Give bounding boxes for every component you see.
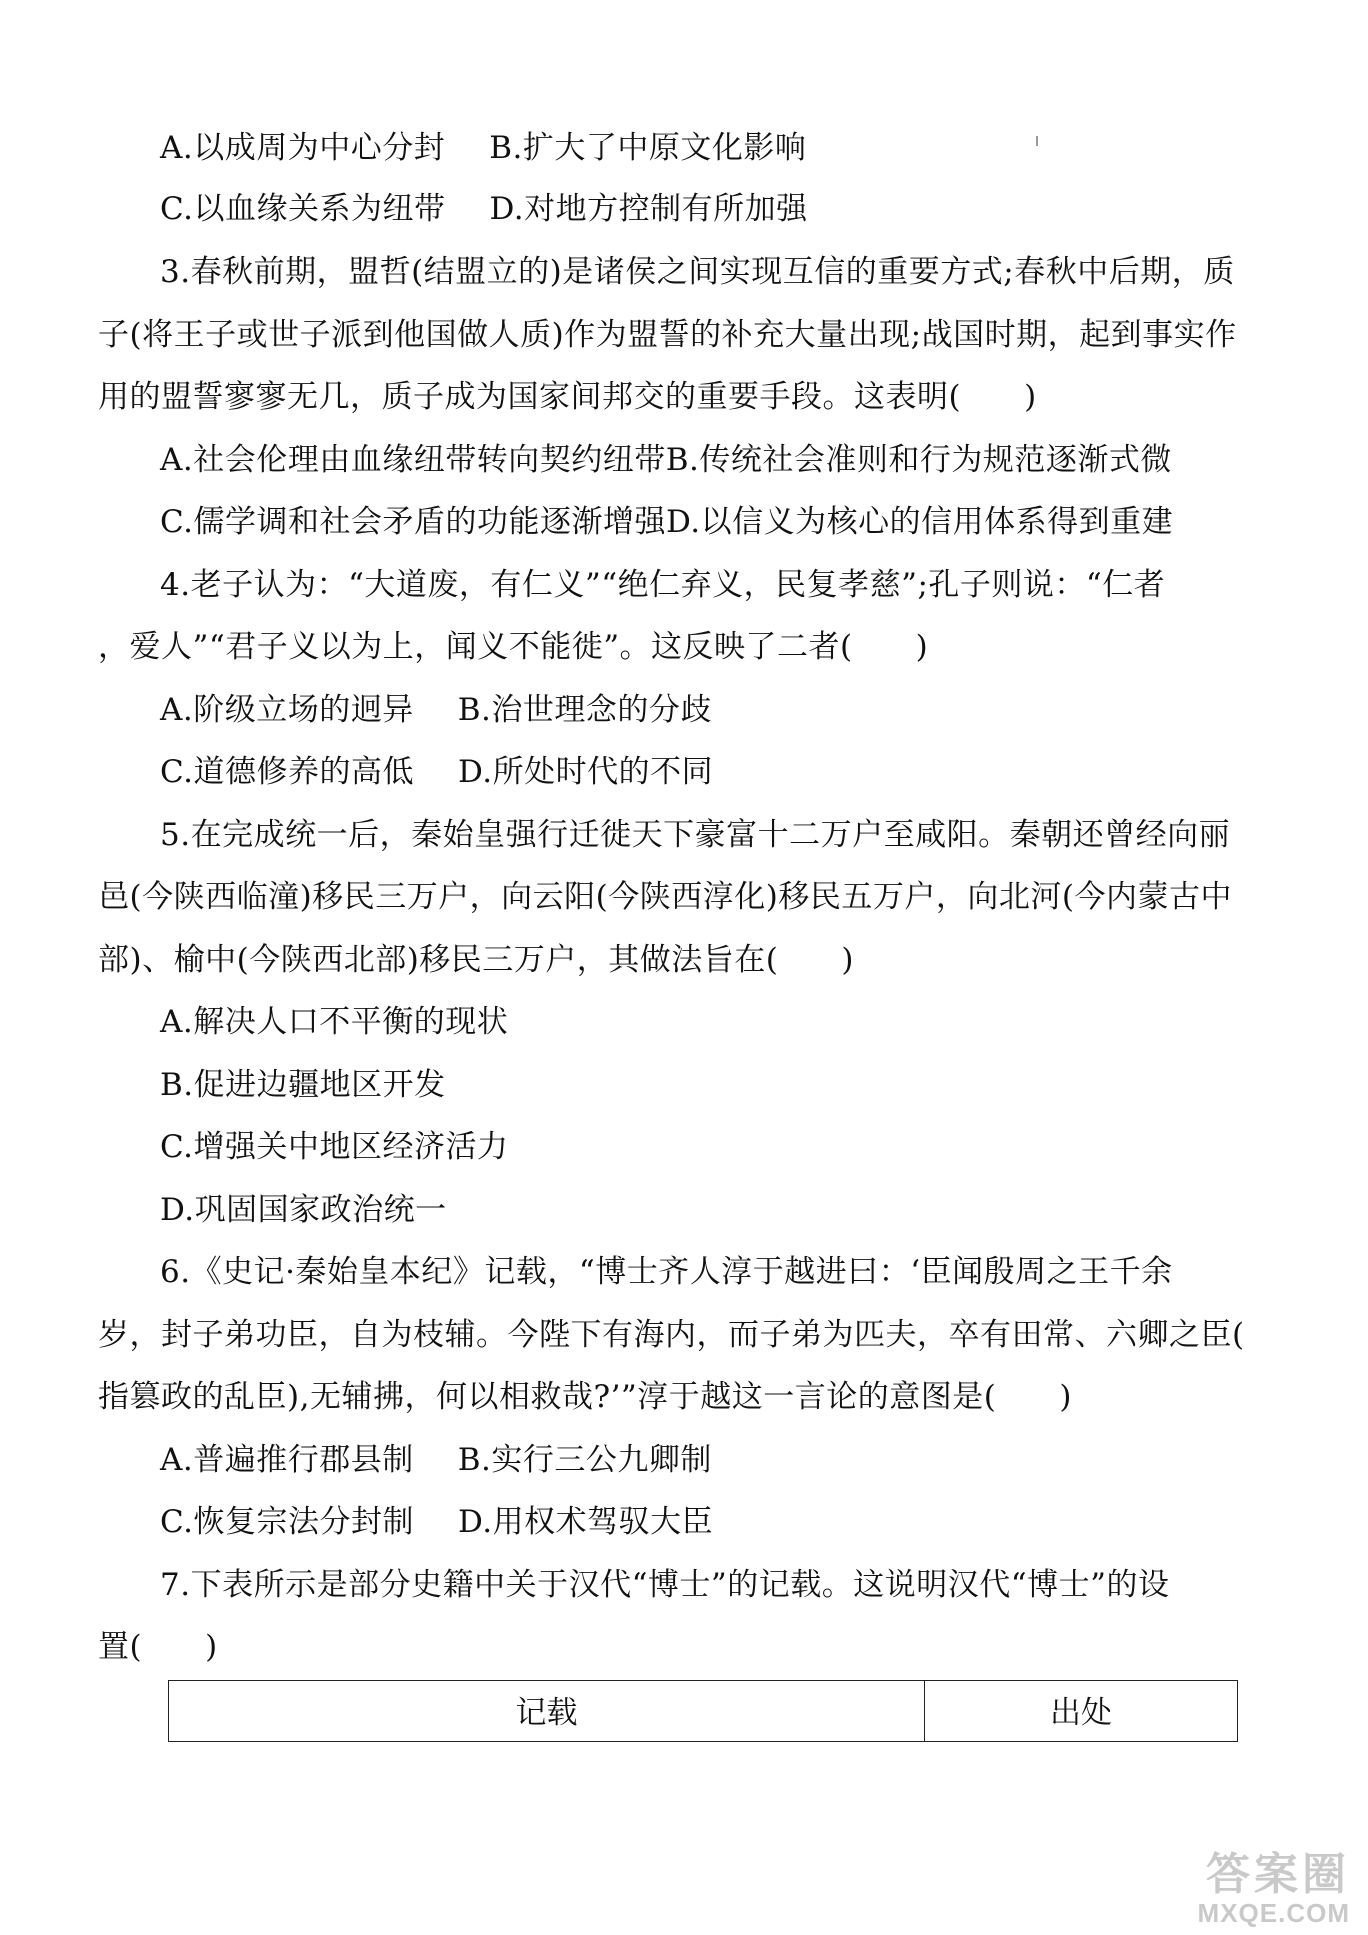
q5-stem-line3: 部)、榆中(今陕西北部)移民三万户，其做法旨在( ) xyxy=(98,942,854,978)
q2-option-b[interactable]: B.扩大了中原文化影响 xyxy=(489,130,807,166)
watermark-domain: MXQE.COM xyxy=(1197,1898,1350,1928)
q6-option-a[interactable]: A.普遍推行郡县制 xyxy=(160,1442,414,1478)
q4-stem-line1: 4.老子认为：“大道废，有仁义”“绝仁弃义，民复孝慈”;孔子则说：“仁者 xyxy=(160,567,1166,603)
scan-mark xyxy=(1036,136,1038,146)
q7-table-header-source: 出处 xyxy=(1050,1695,1112,1731)
q6-stem-line1: 6.《史记·秦始皇本纪》记载，“博士齐人淳于越进曰：‘臣闻殷周之王千余 xyxy=(160,1254,1173,1290)
q4-option-d[interactable]: D.所处时代的不同 xyxy=(457,754,714,790)
q4-option-b[interactable]: B.治世理念的分歧 xyxy=(457,692,712,728)
site-watermark xyxy=(1198,1851,1350,1927)
q6-option-b[interactable]: B.实行三公九卿制 xyxy=(457,1442,712,1478)
q4-options-row2 xyxy=(160,752,713,792)
q2-option-a[interactable]: A.以成周为中心分封 xyxy=(160,130,446,166)
q3-options-cd[interactable]: C.儒学调和社会矛盾的功能逐渐增强D.以信义为核心的信用体系得到重建 xyxy=(160,504,1174,540)
q7-stem-line1: 7.下表所示是部分史籍中关于汉代“博士”的记载。这说明汉代“博士”的设 xyxy=(160,1567,1170,1603)
q4-options-row1 xyxy=(160,690,712,730)
q4-option-c[interactable]: C.道德修养的高低 xyxy=(160,754,414,790)
q7-table-header-record: 记载 xyxy=(169,1681,925,1741)
q5-option-b[interactable]: B.促进边疆地区开发 xyxy=(160,1067,446,1103)
q6-options-row1 xyxy=(160,1440,712,1480)
q6-option-d[interactable]: D.用权术驾驭大臣 xyxy=(457,1504,714,1540)
q5-stem-line1: 5.在完成统一后，秦始皇强行迁徙天下豪富十二万户至咸阳。秦朝还曾经向丽 xyxy=(160,817,1231,853)
q2-option-d[interactable]: D.对地方控制有所加强 xyxy=(489,191,808,227)
q3-stem-line1: 3.春秋前期，盟哲(结盟立的)是诸侯之间实现互信的重要方式;春秋中后期，质 xyxy=(160,254,1235,290)
q3-stem-line2: 子(将王子或世子派到他国做人质)作为盟誓的补充大量出现;战国时期，起到事实作 xyxy=(98,317,1237,353)
q4-stem-line2: ，爱人”“君子义以为上，闻义不能徙”。这反映了二者( ) xyxy=(98,629,929,665)
q2-options-row1 xyxy=(160,128,806,168)
q2-options-row2 xyxy=(160,189,808,229)
q6-options-row2 xyxy=(160,1502,713,1542)
q2-option-c[interactable]: C.以血缘关系为纽带 xyxy=(160,191,446,227)
q5-option-d[interactable]: D.巩固国家政治统一 xyxy=(160,1192,447,1228)
q7-table xyxy=(168,1680,1238,1742)
q3-stem-line3: 用的盟誓寥寥无几，质子成为国家间邦交的重要手段。这表明( ) xyxy=(98,379,1037,415)
q6-stem-line3: 指篡政的乱臣),无辅拂，何以相救哉?’”淳于越这一言论的意图是( ) xyxy=(98,1379,1072,1415)
q4-option-a[interactable]: A.阶级立场的迥异 xyxy=(160,692,414,728)
q6-option-c[interactable]: C.恢复宗法分封制 xyxy=(160,1504,414,1540)
q5-stem-line2: 邑(今陕西临潼)移民三万户，向云阳(今陕西淳化)移民五万户，向北河(今内蒙古中 xyxy=(98,879,1232,915)
q6-stem-line2: 岁，封子弟功臣，自为枝辅。今陛下有海内，而子弟为匹夫，卒有田常、六卿之臣( xyxy=(98,1317,1245,1353)
watermark-logo-text: 答案圈 xyxy=(1206,1850,1350,1899)
q7-stem-line2: 置( ) xyxy=(98,1629,218,1665)
q5-option-a[interactable]: A.解决人口不平衡的现状 xyxy=(160,1004,509,1040)
q5-option-c[interactable]: C.增强关中地区经济活力 xyxy=(160,1129,509,1165)
q3-options-ab[interactable]: A.社会伦理由血缘纽带转向契约纽带B.传统社会准则和行为规范逐渐式微 xyxy=(160,442,1172,478)
